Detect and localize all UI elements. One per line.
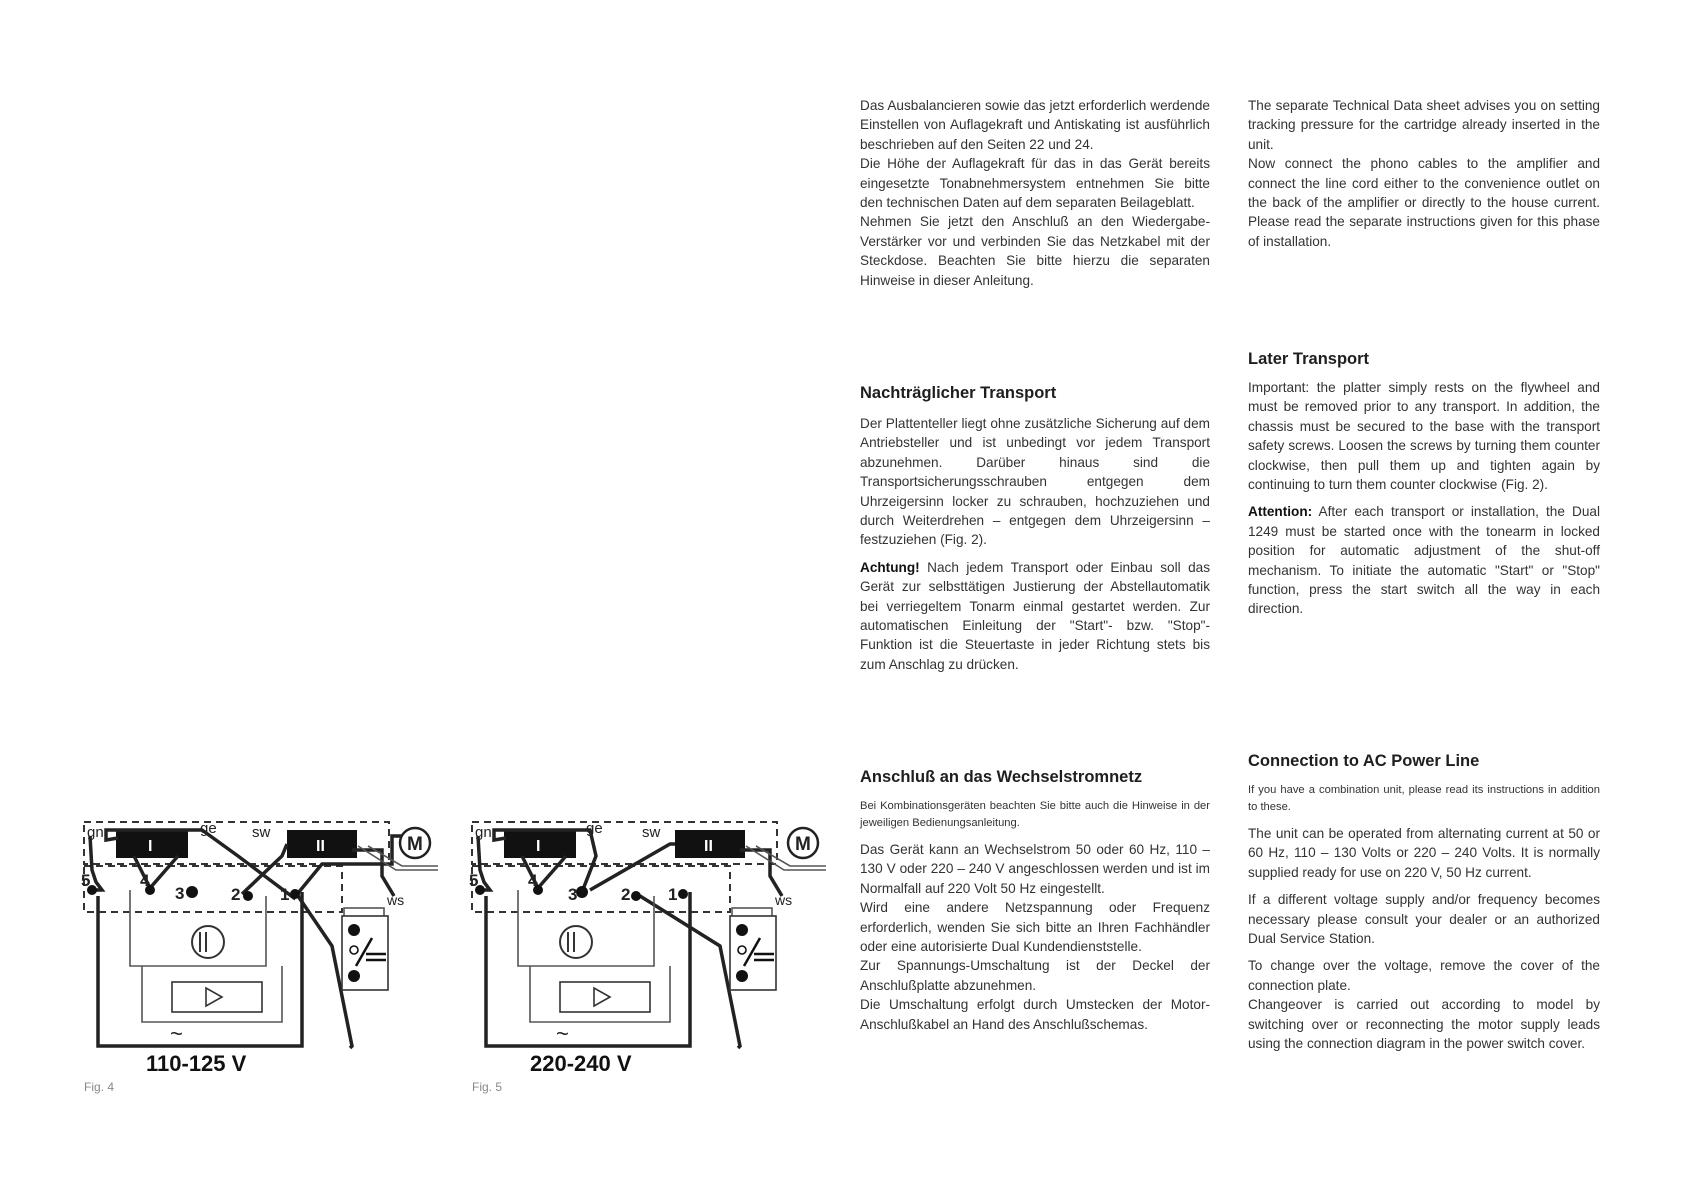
de-power-p3: Zur Spannungs-Umschaltung ist der Deckel der Anschlußplatte abzunehmen. bbox=[860, 958, 1210, 993]
en-note-body: After each transport or installation, the Dual 1249 must be started once with the tonearm in locked position for automatic adjustment of the shut-off mechanism. To initiate the automatic "Start" or "Stop" function, press the start switch all the way in each direction. bbox=[1248, 504, 1600, 617]
terminal-5: 5 bbox=[81, 871, 91, 890]
english-intro bbox=[1248, 96, 1600, 251]
label-sw: sw bbox=[252, 824, 271, 841]
de-note-body: Nach jedem Transport oder Einbau soll das Gerät zur selbsttätigen Justierung der Abstellautomatik bei verriegeltem Tonarm einmal gestartet werden. Zur automatischen Einleitung der "Start"- bzw. "Stop"-Funktion ist die Steuertaste in jeder Richtung stets bis zum Anschlag zu drücken. bbox=[860, 559, 1210, 672]
motor-label: M bbox=[407, 834, 423, 855]
de-intro-3: Nehmen Sie jetzt den Anschluß an den Wiedergabe-Verstärker vor und verbinden Sie das Netzkabel mit der Steckdose. Beachten Sie bitte hierzu die separaten Hinweise in dieser Anleitung. bbox=[860, 214, 1210, 288]
neon-lamp bbox=[192, 926, 224, 958]
terminal-1: 1 bbox=[668, 885, 678, 904]
en-power-p3: To change over the voltage, remove the cover of the connection plate. bbox=[1248, 958, 1600, 993]
ac-symbol: ~ bbox=[556, 1021, 569, 1046]
label-ws: ws bbox=[775, 892, 793, 908]
de-transport-heading: Nachträglicher Transport bbox=[860, 384, 1057, 402]
label-gn: gn bbox=[87, 824, 104, 841]
label-gn: gn bbox=[475, 824, 492, 841]
de-intro-2: Die Höhe der Auflagekraft für das in das Gerät bereits eingesetzte Tonabnehmersystem entnehmen Sie bitte den technischen Daten auf dem separaten Beilageblatt. bbox=[860, 156, 1210, 211]
de-intro-1: Das Ausbalancieren sowie das jetzt erforderlich werdende Einstellen von Auflagekraft und Antiskating ist ausführlich beschrieben auf den Seiten 22 und 24. bbox=[860, 98, 1210, 152]
terminal-2: 2 bbox=[621, 885, 631, 904]
ac-symbol: ~ bbox=[170, 1021, 183, 1046]
coil-1-label: I bbox=[536, 838, 541, 855]
en-note-lead: Attention: bbox=[1248, 504, 1313, 520]
amplifier-box bbox=[172, 982, 262, 1012]
terminal-5: 5 bbox=[469, 871, 479, 890]
terminals bbox=[87, 885, 300, 901]
en-intro-2: Now connect the phono cables to the amplifier and connect the line cord either to the convenience outlet on the back of the amplifier or directly to the house current. Please read the separate instructions given for this phase of installation. bbox=[1248, 156, 1600, 249]
en-power-p2: If a different voltage supply and/or frequency becomes necessary please consult your dealer or an authorized Dual Service Station. bbox=[1248, 892, 1600, 947]
en-power-heading: Connection to AC Power Line bbox=[1248, 752, 1480, 770]
terminal-4: 4 bbox=[528, 871, 538, 890]
label-ge: ge bbox=[200, 820, 217, 837]
de-note-lead: Achtung! bbox=[860, 559, 920, 575]
de-transport-body: Der Plattenteller liegt ohne zusätzliche Sicherung auf dem Antriebsteller und ist unbedingt vor jedem Transport abzunehmen. Darüber hinaus sind die Transportsicherungsschrauben entgegen dem Uhrzeigersinn locker zu schrauben, hochzuziehen und durch Weiterdrehen – entgegen dem Uhrzeigersinn – festzuziehen (Fig. 2). bbox=[860, 416, 1210, 548]
de-power-text bbox=[860, 798, 1210, 1034]
en-transport-body: Important: the platter simply rests on the flywheel and must be removed prior to any transport. In addition, the chassis must be secured to the base with the transport safety screws. Loosen the screws by turning them counter clockwise, then pull them up and tighten again by continuing to turn them counter clockwise (Fig. 2). bbox=[1248, 380, 1600, 493]
en-power-small: If you have a combination unit, please read its instructions in addition to these. bbox=[1248, 784, 1600, 813]
terminal-1: 1 bbox=[280, 885, 290, 904]
de-power-small: Bei Kombinationsgeräten beachten Sie bitte auch die Hinweise in der jeweiligen Bedienungsanleitung. bbox=[860, 800, 1210, 829]
figure-caption-4: Fig. 4 bbox=[84, 1080, 115, 1094]
coil-2-label: II bbox=[704, 838, 713, 855]
en-power-text bbox=[1248, 782, 1600, 1053]
de-power-heading: Anschluß an das Wechselstromnetz bbox=[860, 768, 1143, 786]
label-ws: ws bbox=[387, 892, 405, 908]
wiring-diagram-fig5 bbox=[470, 816, 830, 1076]
figure-caption-5: Fig. 5 bbox=[472, 1080, 503, 1094]
en-power-p4: Changeover is carried out according to model by switching over or reconnecting the motor supply leads using the connection diagram in the power switch cover. bbox=[1248, 997, 1600, 1052]
coil-1-label: I bbox=[148, 838, 153, 855]
en-intro-1: The separate Technical Data sheet advises you on setting tracking pressure for the cartridge already inserted in the unit. bbox=[1248, 98, 1600, 152]
label-ge: ge bbox=[586, 820, 603, 837]
terminal-3: 3 bbox=[175, 884, 185, 903]
wiring-diagram-fig4 bbox=[82, 816, 442, 1076]
neon-lamp bbox=[560, 926, 592, 958]
voltage-label-fig4: 110-125 V bbox=[146, 1051, 247, 1076]
terminal-2: 2 bbox=[231, 885, 241, 904]
en-transport-note bbox=[1248, 502, 1600, 618]
terminals bbox=[475, 885, 688, 901]
de-power-p1: Das Gerät kann an Wechselstrom 50 oder 60 Hz, 110 – 130 V oder 220 – 240 V angeschlossen werden und ist im Normalfall auf 220 Volt 50 Hz eingestellt. bbox=[860, 842, 1210, 896]
en-transport-text bbox=[1248, 378, 1600, 627]
motor-label: M bbox=[795, 834, 811, 855]
de-transport-text bbox=[860, 414, 1210, 682]
german-intro bbox=[860, 96, 1210, 290]
voltage-label-fig5: 220-240 V bbox=[530, 1051, 632, 1076]
amplifier-box bbox=[560, 982, 650, 1012]
terminal-4: 4 bbox=[140, 871, 150, 890]
en-transport-heading: Later Transport bbox=[1248, 350, 1370, 368]
terminal-3: 3 bbox=[568, 885, 578, 904]
coil-2-label: II bbox=[316, 838, 325, 855]
label-sw: sw bbox=[642, 824, 661, 841]
en-power-p1: The unit can be operated from alternating current at 50 or 60 Hz, 110 – 130 Volts or 220 – 240 Volts. It is normally supplied ready for use on 220 V, 50 Hz current. bbox=[1248, 826, 1600, 880]
de-transport-note bbox=[860, 558, 1210, 674]
de-power-p4: Die Umschaltung erfolgt durch Umstecken der Motor-Anschlußkabel an Hand des Anschlußschemas. bbox=[860, 997, 1210, 1032]
de-power-p2: Wird eine andere Netzspannung oder Frequenz erforderlich, wenden Sie sich bitte an Ihren Fachhändler oder eine autorisierte Dual Kundendienststelle. bbox=[860, 900, 1210, 955]
